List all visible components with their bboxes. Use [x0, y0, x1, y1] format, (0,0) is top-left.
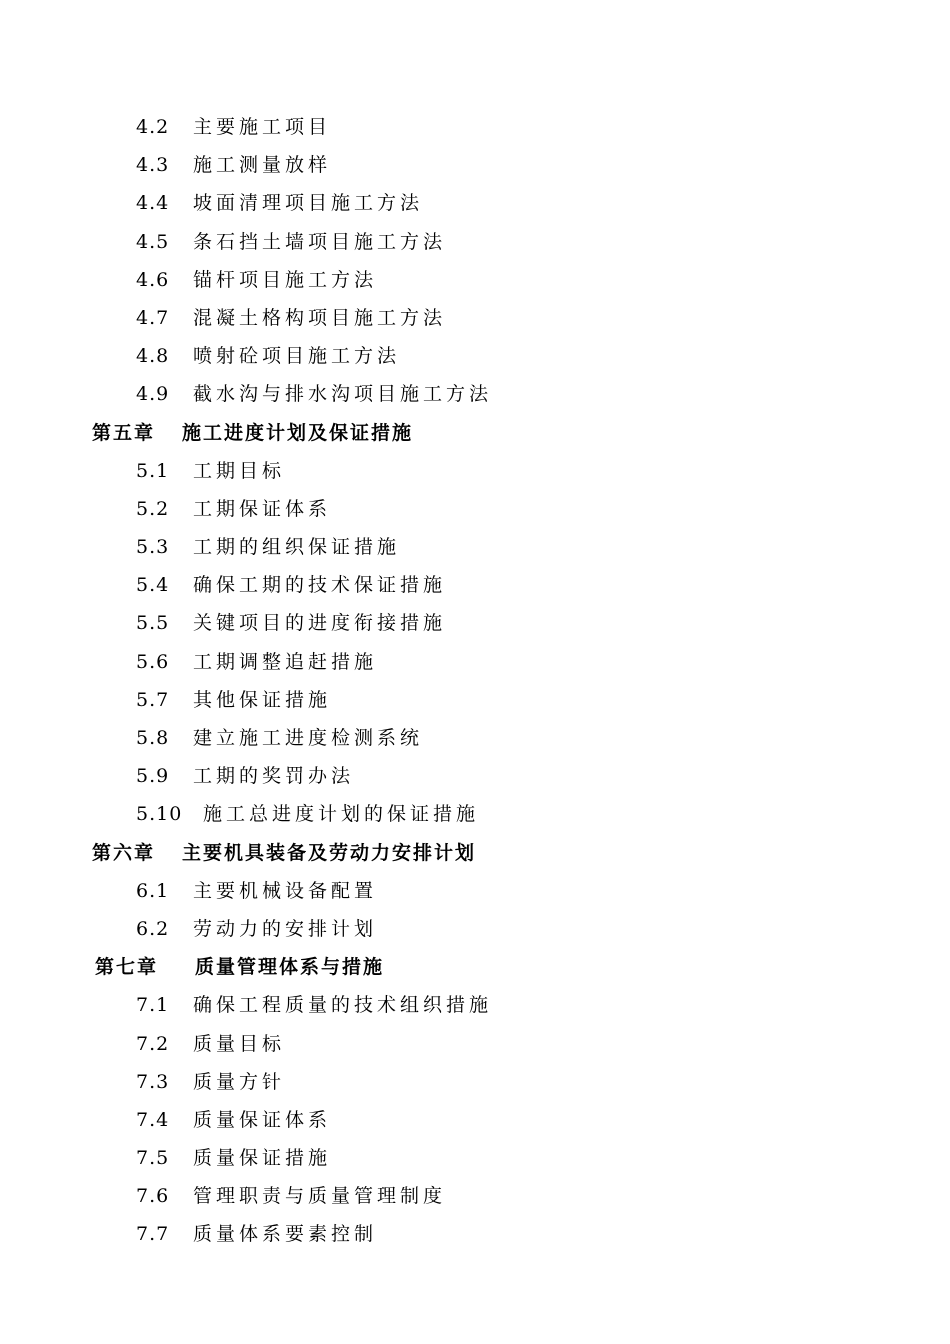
section-title: 工期的组织保证措施 [193, 536, 401, 559]
chapter-title: 施工进度计划及保证措施 [182, 421, 414, 444]
section-number: 7.4 [136, 1108, 170, 1131]
chapter-number: 第六章 [92, 841, 156, 864]
section-title: 质量保证体系 [193, 1108, 332, 1131]
toc-entry-section [0, 452, 950, 490]
chapter-title: 质量管理体系与措施 [195, 956, 385, 979]
section-title: 确保工期的技术保证措施 [193, 574, 447, 597]
section-title: 关键项目的进度衔接措施 [193, 612, 447, 635]
section-number: 5.7 [136, 688, 170, 711]
toc-entry-chapter [0, 948, 950, 986]
chapter-number: 第五章 [92, 421, 156, 444]
toc-entry-section [0, 643, 950, 681]
section-title: 质量方针 [193, 1070, 286, 1093]
section-number: 4.2 [136, 116, 170, 138]
toc-entry-section [0, 1025, 950, 1063]
section-title: 工期目标 [193, 459, 286, 482]
section-number: 4.5 [136, 230, 170, 253]
section-number: 5.10 [136, 803, 183, 826]
section-number: 7.6 [136, 1185, 170, 1208]
section-title: 条石挡土墙项目施工方法 [193, 230, 447, 253]
toc-entry-section [0, 299, 950, 337]
section-number: 5.8 [136, 727, 170, 749]
section-title: 截水沟与排水沟项目施工方法 [193, 383, 493, 406]
section-number: 6.1 [136, 879, 170, 902]
section-title: 质量目标 [193, 1032, 286, 1055]
toc-entry-section [0, 1215, 950, 1253]
section-number: 4.7 [136, 306, 170, 329]
section-title: 质量保证措施 [193, 1147, 332, 1170]
section-number: 4.4 [136, 192, 170, 215]
toc-entry-section [0, 1177, 950, 1215]
toc-entry-section [0, 681, 950, 719]
toc-entry-section [0, 986, 950, 1024]
section-title: 施工测量放样 [193, 154, 332, 177]
section-title: 主要机械设备配置 [193, 879, 378, 902]
section-title: 管理职责与质量管理制度 [193, 1185, 447, 1208]
section-number: 4.8 [136, 345, 170, 368]
section-number: 5.1 [136, 459, 170, 482]
section-number: 7.7 [136, 1223, 170, 1246]
section-title: 工期保证体系 [193, 497, 332, 520]
section-title: 工期调整追赶措施 [193, 650, 378, 673]
section-number: 6.2 [136, 917, 170, 940]
section-number: 5.5 [136, 612, 170, 635]
toc-entry-section [0, 566, 950, 604]
toc-entry-section [0, 1101, 950, 1139]
toc-entry-section [0, 490, 950, 528]
section-number: 7.2 [136, 1032, 170, 1055]
toc-entry-section [0, 872, 950, 910]
section-number: 5.6 [136, 650, 170, 673]
section-title: 坡面清理项目施工方法 [193, 192, 424, 215]
toc-entry-section [0, 528, 950, 566]
toc-entry-section [0, 757, 950, 795]
section-number: 4.3 [136, 154, 170, 177]
chapter-number: 第七章 [95, 956, 159, 979]
section-title: 质量体系要素控制 [193, 1223, 378, 1246]
section-title: 施工总进度计划的保证措施 [203, 803, 480, 826]
section-title: 劳动力的安排计划 [193, 917, 378, 940]
section-title: 混凝土格构项目施工方法 [193, 306, 447, 329]
table-of-contents [0, 108, 950, 1254]
section-number: 5.4 [136, 574, 170, 597]
section-title: 喷射砼项目施工方法 [193, 345, 401, 368]
section-number: 5.3 [136, 536, 170, 559]
toc-entry-section [0, 337, 950, 375]
section-title: 其他保证措施 [193, 688, 332, 711]
section-number: 7.3 [136, 1070, 170, 1093]
section-number: 5.9 [136, 765, 170, 788]
section-title: 建立施工进度检测系统 [193, 727, 424, 749]
section-title: 确保工程质量的技术组织措施 [193, 994, 493, 1017]
toc-entry-section [0, 719, 950, 757]
section-title: 锚杆项目施工方法 [193, 268, 378, 291]
toc-entry-section [0, 1063, 950, 1101]
toc-entry-chapter [0, 414, 950, 452]
toc-entry-section [0, 261, 950, 299]
chapter-title: 主要机具装备及劳动力安排计划 [182, 841, 477, 864]
toc-entry-section [0, 146, 950, 184]
section-number: 4.6 [136, 268, 170, 291]
section-title: 主要施工项目 [193, 116, 332, 138]
toc-entry-section [0, 604, 950, 642]
toc-entry-section [0, 184, 950, 222]
section-number: 7.5 [136, 1147, 170, 1170]
section-number: 7.1 [136, 994, 170, 1017]
toc-entry-section [0, 223, 950, 261]
toc-entry-section [0, 910, 950, 948]
toc-entry-chapter [0, 834, 950, 872]
toc-entry-section [0, 375, 950, 413]
toc-entry-section [0, 1139, 950, 1177]
toc-entry-section [0, 108, 950, 146]
section-title: 工期的奖罚办法 [193, 765, 355, 788]
section-number: 4.9 [136, 383, 170, 406]
toc-entry-section [0, 795, 950, 833]
section-number: 5.2 [136, 497, 170, 520]
